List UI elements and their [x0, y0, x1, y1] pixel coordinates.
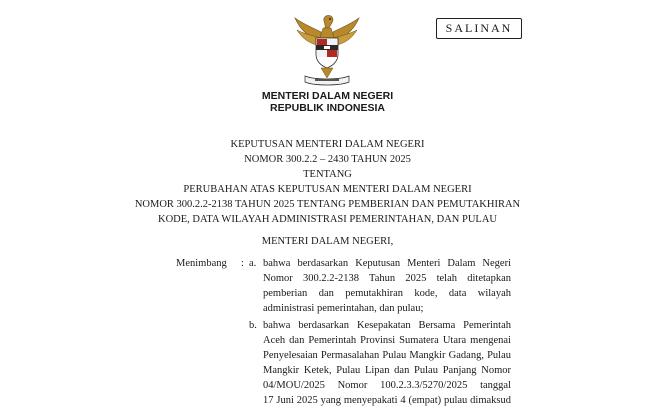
subject-line-1: PERUBAHAN ATAS KEPUTUSAN MENTERI DALAM NEGERI — [183, 184, 472, 195]
decree-number: NOMOR 300.2.2 – 2430 TAHUN 2025 — [244, 154, 411, 165]
item-b-line-6: 17 Juni 2025 yang menyepakati 4 (empat) pulau dimaksud — [263, 395, 511, 406]
item-b-line-1: bahwa berdasarkan Kesepakatan Bersama Pemerintah — [263, 320, 511, 331]
considering-colon: : — [241, 258, 244, 269]
authority-heading: MENTERI DALAM NEGERI, — [261, 236, 394, 247]
issuer-line-2: REPUBLIK INDONESIA — [270, 102, 385, 114]
item-b-line-3: Penyelesaian Permasalahan Pulau Mangkir Gadang, Pulau — [263, 350, 511, 361]
item-a-line-3: pemberian dan pemutakhiran kode, data wilayah — [263, 288, 511, 299]
item-a-line-1: bahwa berdasarkan Keputusan Menteri Dalam Negeri — [263, 258, 511, 269]
item-a-line-4: administrasi pemerintahan, dan pulau; — [263, 303, 424, 314]
item-a-line-2: Nomor 300.2.2-2138 Tahun 2025 telah ditetapkan — [263, 273, 511, 284]
issuer-line-1: MENTERI DALAM NEGERI — [261, 90, 394, 102]
decree-about: TENTANG — [303, 169, 352, 180]
item-marker-a: a. — [249, 258, 257, 269]
copy-stamp-badge: SALINAN — [436, 18, 522, 39]
item-b-line-2: Aceh dan Pemerintah Provinsi Sumatera Utara mengenai — [263, 335, 511, 346]
subject-line-2: NOMOR 300.2.2-2138 TAHUN 2025 TENTANG PEMBERIAN DAN PEMUTAKHIRAN — [134, 199, 521, 210]
item-b-line-5: 04/MOU/2025 Nomor 100.2.3.3/5270/2025 tanggal — [263, 380, 511, 391]
item-b-line-4: Mangkir Ketek, Pulau Lipan dan Pulau Panjang Nomor — [263, 365, 511, 376]
item-marker-b: b. — [249, 320, 257, 331]
considering-label: Menimbang — [176, 258, 227, 269]
subject-line-3: KODE, DATA WILAYAH ADMINISTRASI PEMERINTAHAN, DAN PULAU — [158, 214, 497, 225]
garuda-emblem-icon — [291, 12, 363, 88]
decree-title: KEPUTUSAN MENTERI DALAM NEGERI — [230, 139, 425, 150]
